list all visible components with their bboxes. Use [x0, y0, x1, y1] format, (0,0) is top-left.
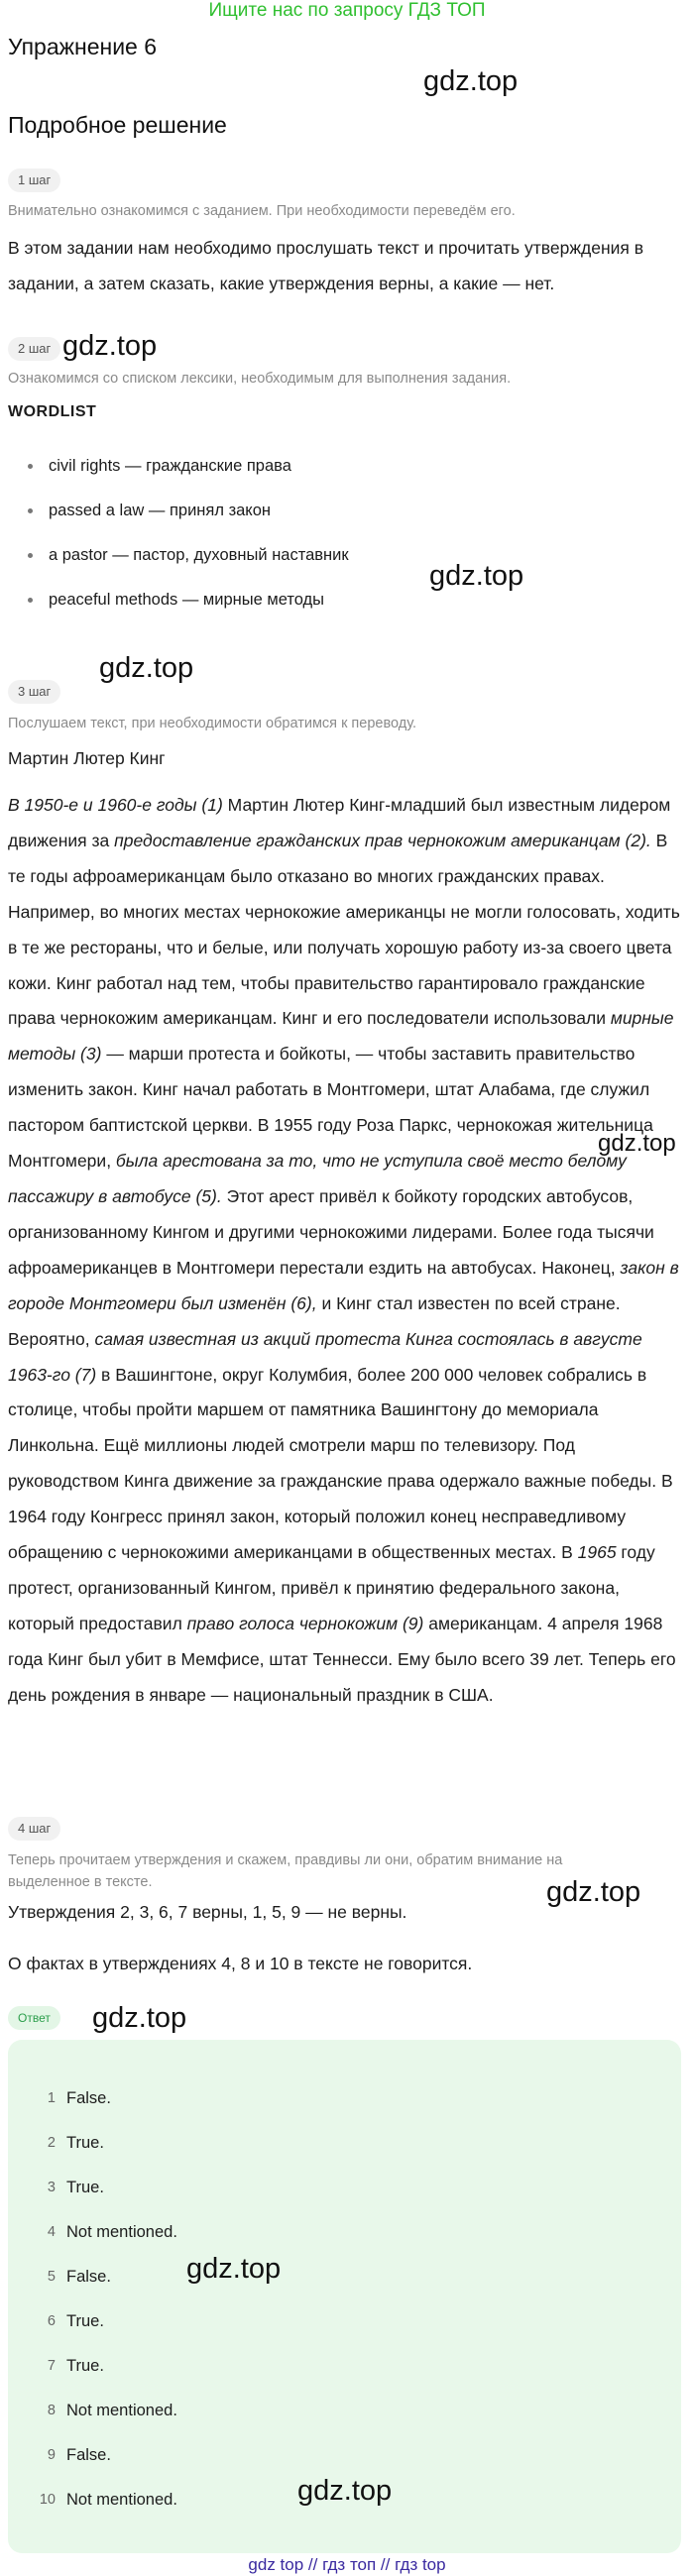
bullet-icon	[28, 553, 33, 558]
answer-number: 10	[39, 2492, 56, 2508]
watermark: gdz.top	[297, 2475, 393, 2507]
story-highlight: была арестована за то, что не уступила своё место белому пассажиру в автобусе (5).	[8, 1151, 627, 1206]
watermark: gdz.top	[99, 652, 194, 684]
story-span: американцам. 4 апреля 1968 года Кинг был убит в Мемфисе, штат Теннесси. Ему было всего 39 лет. Теперь его день рождения в январе — национальный праздник в США.	[8, 1613, 676, 1705]
answer-value: Not mentioned.	[66, 2402, 177, 2419]
answer-row	[0, 2389, 496, 2433]
answer-number: 3	[47, 2180, 56, 2195]
story-highlight: самая известная из акций протеста Кинга состоялась в августе 1963-го (7)	[8, 1328, 642, 1385]
answer-number: 5	[47, 2269, 56, 2285]
answer-value: True.	[66, 2312, 104, 2330]
answer-value: True.	[66, 2134, 104, 2152]
step-4-badge: 4 шаг	[8, 1817, 60, 1841]
bullet-icon	[28, 598, 33, 603]
answer-value: Not mentioned.	[66, 2491, 177, 2509]
answer-value: False.	[66, 2089, 111, 2107]
list-item	[0, 489, 635, 533]
story-span: Мартин Лютер Кинг-младший был известным лидером движения за	[8, 795, 671, 850]
story-highlight: закон в городе Монтгомери был изменён (6),	[8, 1257, 679, 1313]
bullet-icon	[28, 508, 33, 513]
story-text	[8, 788, 682, 1714]
story-span: и Кинг стал известен по всей стране. Вероятно,	[8, 1292, 621, 1349]
step-1-badge: 1 шаг	[8, 168, 60, 192]
story-highlight: право голоса чернокожим (9)	[186, 1613, 424, 1633]
list-item	[0, 533, 635, 578]
answer-number: 1	[47, 2090, 56, 2106]
story-span: году протест, организованный Кингом, привёл к принятию федерального закона, который предоставил	[8, 1542, 655, 1633]
list-item	[0, 444, 635, 489]
story-highlight: 1965	[577, 1542, 617, 1563]
story-highlight: мирные методы (3)	[8, 1008, 674, 1064]
wordlist-entry: peaceful methods — мирные методы	[49, 591, 325, 609]
wordlist-entry: a pastor — пастор, духовный наставник	[49, 546, 349, 564]
section-title: Подробное решение	[8, 112, 227, 138]
answer-row	[0, 2478, 496, 2522]
footer-links[interactable]: gdz top // гдз топ // гдз top	[248, 2555, 446, 2574]
story-highlight: В 1950-е и 1960-е годы (1)	[8, 795, 223, 815]
step-4-line-1: Утверждения 2, 3, 6, 7 верны, 1, 5, 9 — не верны.	[8, 1902, 407, 1922]
story-span: В те годы афроамериканцам было отказано во многих гражданских правах. Например, во многих местах чернокожие американцы не могли голосовать, ходить в те же рестораны, что и белые, или получать хорошую работу из-за своего цвета кожи. Кинг работал над тем, чтобы правительство гарантировало гражданские права чернокожим американцам. Кинг и его последователи использовали	[8, 830, 680, 1029]
answer-row	[0, 2433, 496, 2478]
story-title: Мартин Лютер Кинг	[8, 748, 166, 768]
answer-badge: Ответ	[8, 2006, 60, 2030]
answer-row	[0, 2076, 496, 2121]
wordlist	[0, 444, 635, 622]
story-span: в Вашингтоне, округ Колумбия, более 200 000 человек собрались в столице, чтобы пройти маршем от памятника Вашингтону до мемориала Линкольна. Ещё миллионы людей смотрели марш по телевизору. Под руководством Кинга движение за гражданские права одержало важные победы. В 1964 году Конгресс принял закон, который положил конец несправедливому обращению с чернокожими американцами в общественных местах. В	[8, 1364, 673, 1563]
story-span: — марши протеста и бойкоты, — чтобы заставить правительство изменить закон. Кинг начал работать в Монтгомери, штат Алабама, где служил пастором баптистской церкви. В 1955 году Роза Паркс, чернокожая жительница Монтгомери,	[8, 1044, 653, 1172]
answer-row	[0, 2210, 496, 2255]
step-4-note: Теперь прочитаем утверждения и скажем, правдивы ли они, обратим внимание на выделенное в тексте.	[8, 1852, 563, 1890]
answer-value: False.	[66, 2268, 111, 2286]
story-span: Этот арест привёл к бойкоту городских автобусов, организованному Кингом и другими чернокожими лидерами. Более года тысячи афроамериканцев в Монтгомери перестали ездить на автобусах. Наконец,	[8, 1185, 654, 1278]
wordlist-title: WORDLIST	[8, 403, 97, 420]
watermark: gdz.top	[92, 2002, 187, 2034]
step-2-badge: 2 шаг	[8, 337, 60, 361]
step-3-note: Послушаем текст, при необходимости обратимся к переводу.	[8, 716, 417, 731]
answer-value: True.	[66, 2179, 104, 2196]
answer-number: 2	[47, 2135, 56, 2151]
answer-row	[0, 2121, 496, 2166]
answer-value: False.	[66, 2446, 111, 2464]
answer-number: 7	[47, 2358, 56, 2374]
step-4-line-2: О фактах в утверждениях 4, 8 и 10 в тексте не говорится.	[8, 1954, 473, 1973]
answer-number: 4	[47, 2224, 56, 2240]
step-3-badge: 3 шаг	[8, 680, 60, 704]
watermark: gdz.top	[186, 2253, 282, 2285]
watermark: gdz.top	[429, 560, 524, 592]
answer-row	[0, 2299, 496, 2344]
watermark: gdz.top	[598, 1130, 676, 1157]
answer-row	[0, 2166, 496, 2210]
step-2-note: Ознакомимся со списком лексики, необходимым для выполнения задания.	[8, 371, 512, 387]
watermark: gdz.top	[423, 65, 519, 97]
watermark: gdz.top	[546, 1876, 641, 1908]
answer-list	[0, 2076, 496, 2522]
bullet-icon	[28, 464, 33, 469]
list-item	[0, 578, 635, 622]
answer-number: 8	[47, 2403, 56, 2418]
answer-row	[0, 2344, 496, 2389]
wordlist-entry: passed a law — принял закон	[49, 502, 271, 519]
page-title: Упражнение 6	[8, 34, 158, 59]
step-1-note: Внимательно ознакомимся с заданием. При необходимости переведём его.	[8, 203, 516, 219]
answer-number: 9	[47, 2447, 56, 2463]
wordlist-entry: civil rights — гражданские права	[49, 457, 291, 475]
answer-number: 6	[47, 2313, 56, 2329]
top-banner[interactable]: Ищите нас по запросу ГДЗ ТОП	[208, 0, 486, 21]
step-1-text: В этом задании нам необходимо прослушать текст и прочитать утверждения в задании, а затем сказать, какие утверждения верны, а какие — нет.	[8, 238, 644, 293]
answer-value: Not mentioned.	[66, 2223, 177, 2241]
story-highlight: предоставление гражданских прав чернокожим американцам (2).	[114, 830, 651, 850]
answer-value: True.	[66, 2357, 104, 2375]
watermark: gdz.top	[62, 330, 158, 362]
